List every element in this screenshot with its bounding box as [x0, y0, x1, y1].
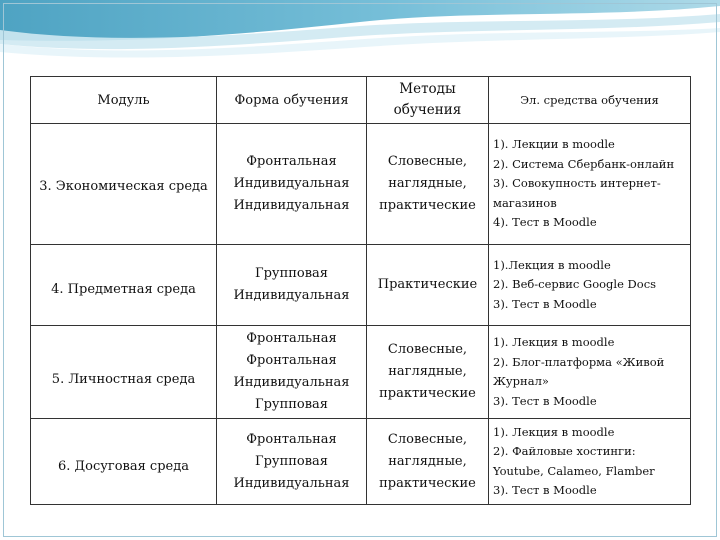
- method-item: Словесные,: [387, 342, 468, 357]
- methods-cell: [367, 326, 489, 419]
- tool-item: 2). Система Сбербанк-онлайн: [493, 156, 675, 171]
- tool-item: 3). Тест в Moodle: [493, 393, 597, 408]
- header-methods-line2: обучения: [393, 102, 462, 118]
- form-item: Групповая: [254, 397, 328, 412]
- table-header-row: [31, 77, 691, 124]
- tool-item: 2). Блог-платформа «Живой Журнал»: [493, 354, 665, 388]
- tool-item: 1). Лекция в moodle: [493, 335, 615, 349]
- forms-cell: [217, 124, 367, 245]
- forms-cell: [217, 245, 367, 326]
- form-item: Индивидуальная: [233, 198, 350, 213]
- header-tools: Эл. средства обучения: [489, 77, 691, 124]
- method-item: Практические: [377, 277, 478, 292]
- table-row: [31, 419, 691, 505]
- form-item: Групповая: [254, 453, 328, 469]
- methods-cell: [367, 124, 489, 245]
- forms-cell: [217, 326, 367, 419]
- tool-item: 2). Файловые хостинги: Youtube, Calameo, Flamber: [493, 444, 655, 478]
- form-item: Индивидуальная: [233, 176, 350, 191]
- header-methods-line1: Методы: [399, 81, 456, 97]
- form-item: Групповая: [254, 266, 328, 281]
- table-row: [31, 124, 691, 245]
- forms-cell: [217, 419, 367, 505]
- form-item: Фронтальная: [246, 353, 337, 368]
- form-item: Индивидуальная: [233, 288, 350, 303]
- module-cell: 5. Личностная среда: [31, 326, 217, 419]
- module-cell: 3. Экономическая среда: [31, 124, 217, 245]
- header-methods: [367, 77, 489, 124]
- form-item: Фронтальная: [246, 154, 337, 169]
- method-item: наглядные,: [388, 364, 467, 379]
- tools-cell: [489, 245, 691, 326]
- tool-item: 1).Лекция в moodle: [493, 257, 611, 272]
- tool-item: 3). Совокупность интернет-магазинов: [493, 176, 661, 210]
- tool-item: 2). Веб-сервис Google Docs: [493, 277, 657, 292]
- tool-item: 1). Лекция в moodle: [493, 424, 615, 439]
- method-item: практические: [379, 475, 476, 491]
- tool-item: 4). Тест в Moodle: [493, 215, 597, 230]
- method-item: наглядные,: [388, 453, 467, 469]
- tool-item: 1). Лекции в moodle: [493, 137, 615, 152]
- form-item: Фронтальная: [246, 331, 337, 346]
- education-table: [30, 76, 691, 505]
- table-row: [31, 326, 691, 419]
- method-item: Словесные,: [387, 431, 468, 447]
- method-item: Словесные,: [387, 154, 468, 169]
- module-cell: 4. Предметная среда: [31, 245, 217, 326]
- header-form: Форма обучения: [217, 77, 367, 124]
- header-module: Модуль: [31, 77, 217, 124]
- tools-cell: [489, 124, 691, 245]
- methods-cell: [367, 419, 489, 505]
- tool-item: 3). Тест в Moodle: [493, 483, 597, 497]
- method-item: практические: [379, 386, 476, 401]
- wave-header-decoration: [0, 0, 720, 64]
- form-item: Фронтальная: [246, 431, 337, 447]
- method-item: практические: [379, 198, 476, 213]
- tool-item: 3). Тест в Moodle: [493, 296, 597, 311]
- form-item: Индивидуальная: [233, 475, 350, 491]
- wave-graphic: [0, 0, 720, 64]
- table-row: [31, 245, 691, 326]
- methods-cell: [367, 245, 489, 326]
- module-cell: 6. Досуговая среда: [31, 419, 217, 505]
- method-item: наглядные,: [388, 176, 467, 191]
- form-item: Индивидуальная: [233, 375, 350, 390]
- tools-cell: [489, 419, 691, 505]
- tools-cell: [489, 326, 691, 419]
